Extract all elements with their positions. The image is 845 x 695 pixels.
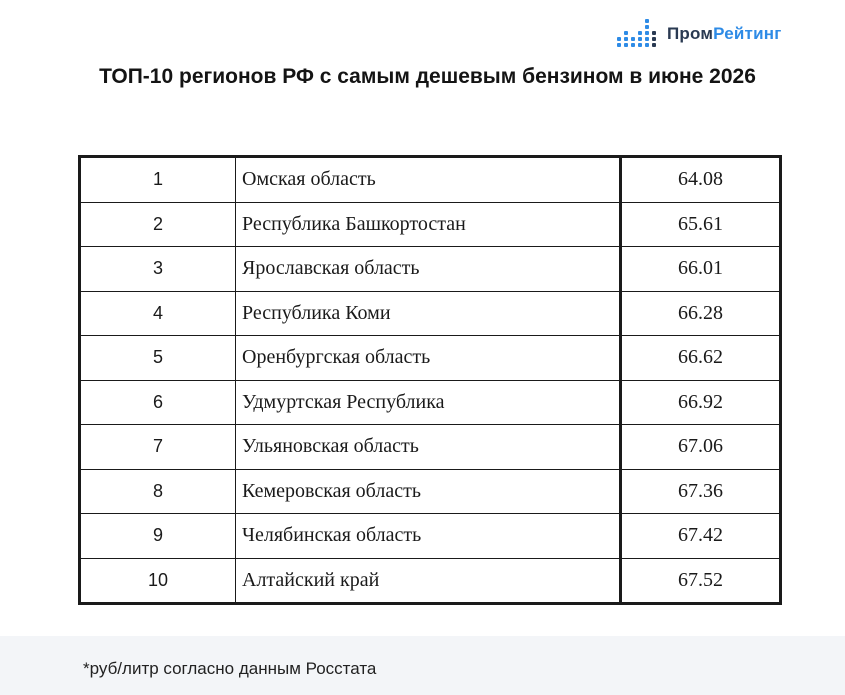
region-cell: Кемеровская область (236, 469, 621, 514)
table-row (80, 247, 781, 292)
rank-cell: 9 (80, 514, 236, 559)
rank-cell: 10 (80, 558, 236, 604)
footnote: *руб/литр согласно данным Росстата (83, 659, 377, 678)
table-row (80, 514, 781, 559)
rank-cell: 6 (80, 380, 236, 425)
rank-cell: 2 (80, 202, 236, 247)
price-cell: 67.36 (621, 469, 781, 514)
rating-table (78, 155, 782, 605)
rank-cell: 3 (80, 247, 236, 292)
price-cell: 67.42 (621, 514, 781, 559)
price-cell: 65.61 (621, 202, 781, 247)
table-row (80, 558, 781, 604)
price-cell: 67.52 (621, 558, 781, 604)
bar-dots-logo-icon (615, 17, 659, 51)
page-title: ТОП-10 регионов РФ с самым дешевым бензином в июне 2026 (99, 65, 756, 88)
price-cell: 66.62 (621, 336, 781, 381)
brand-name (667, 24, 782, 44)
brand-name-part1: Пром (667, 24, 714, 43)
region-cell: Алтайский край (236, 558, 621, 604)
price-cell: 66.92 (621, 380, 781, 425)
region-cell: Омская область (236, 157, 621, 203)
table-row (80, 425, 781, 470)
region-cell: Ульяновская область (236, 425, 621, 470)
region-cell: Оренбургская область (236, 336, 621, 381)
price-cell: 64.08 (621, 157, 781, 203)
price-cell: 66.01 (621, 247, 781, 292)
table-row (80, 336, 781, 381)
rank-cell: 4 (80, 291, 236, 336)
region-cell: Республика Коми (236, 291, 621, 336)
table-row (80, 380, 781, 425)
table-row (80, 157, 781, 203)
region-cell: Удмуртская Республика (236, 380, 621, 425)
brand-name-part2: Рейтинг (713, 24, 782, 43)
table-row (80, 202, 781, 247)
region-cell: Челябинская область (236, 514, 621, 559)
rank-cell: 7 (80, 425, 236, 470)
rank-cell: 5 (80, 336, 236, 381)
price-cell: 66.28 (621, 291, 781, 336)
region-cell: Ярославская область (236, 247, 621, 292)
rank-cell: 1 (80, 157, 236, 203)
rank-cell: 8 (80, 469, 236, 514)
brand-logo (615, 14, 782, 54)
region-cell: Республика Башкортостан (236, 202, 621, 247)
table-row (80, 291, 781, 336)
price-cell: 67.06 (621, 425, 781, 470)
table-row (80, 469, 781, 514)
